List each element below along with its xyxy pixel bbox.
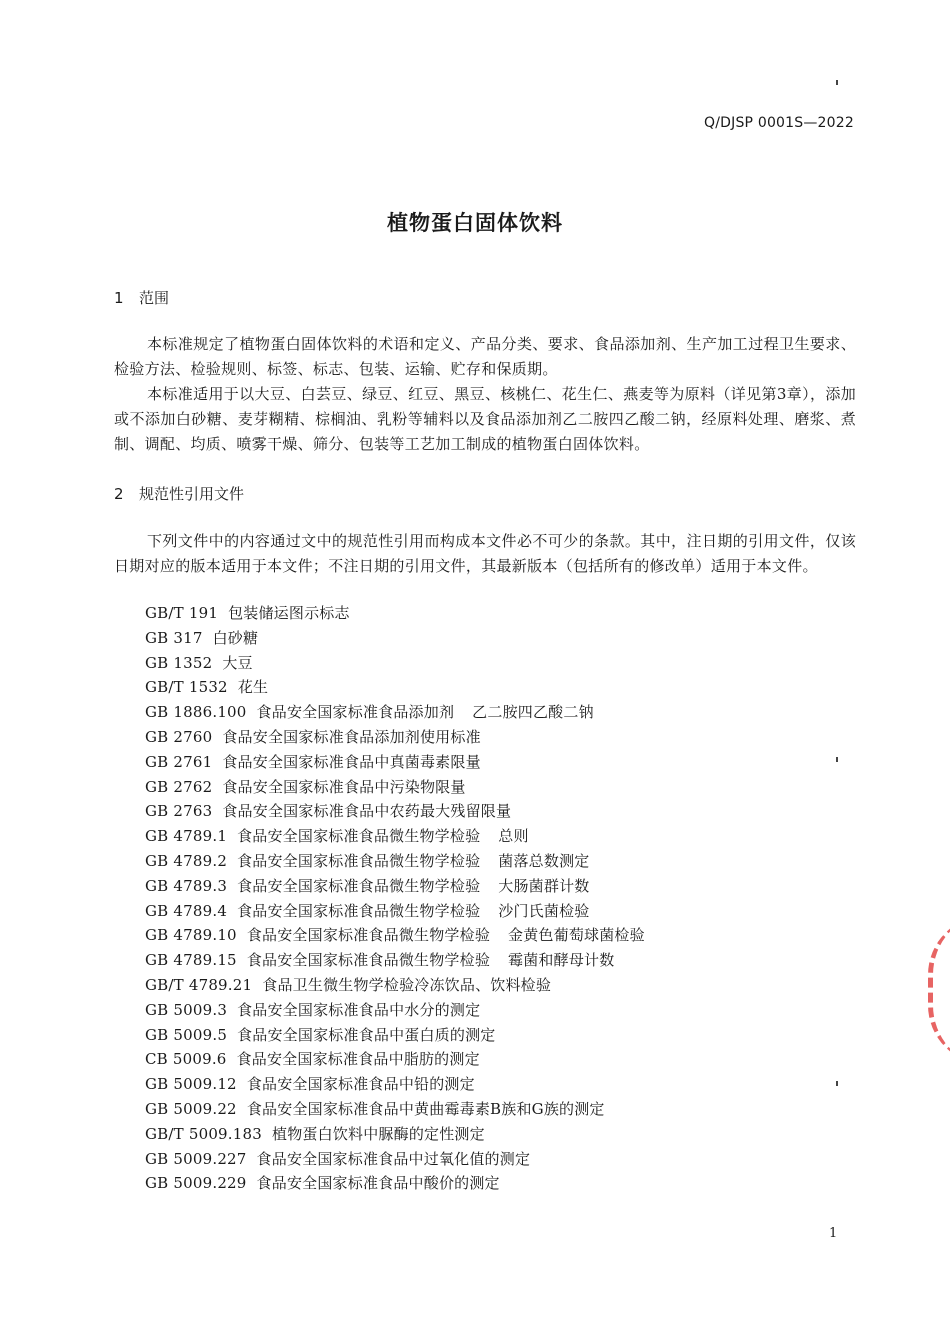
section-2-title: 规范性引用文件 [139,485,245,503]
reference-title-part: 食品安全国家标准 [237,1000,359,1019]
reference-title-part: 花生 [237,678,269,697]
section-1-number: 1 [114,289,124,307]
reference-code: GB 1886.100 [145,703,247,722]
reference-title-part: 食品安全国家标准 [236,1050,359,1069]
reference-code: GB 4789.2 [145,851,228,870]
reference-item [145,998,663,1023]
reference-title-part: 食品卫生微生物学检验 [262,975,415,994]
reference-title-part: 食品安全国家标准 [222,752,344,771]
reference-title-part: 食品安全国家标准 [237,901,359,920]
reference-code: GB 2763 [145,802,213,821]
reference-title-part: 沙门氏菌检验 [498,901,590,920]
reference-title-part: 食品中过氧化值的测定 [378,1149,531,1168]
reference-item [145,923,663,948]
reference-code: GB/T 1532 [145,678,228,697]
reference-code: GB 4789.1 [145,827,228,846]
reference-item [145,775,663,800]
reference-title-part: 食品安全国家标准 [246,1099,369,1118]
section-2-intro: 下列文件中的内容通过文中的规范性引用而构成本文件必不可少的条款。其中，注日期的引用文件，仅该日期对应的版本适用于本文件；不注日期的引用文件，其最新版本（包括所有的修改单）适用于本文件。 [114,532,856,575]
reference-title-part: 食品安全国家标准 [222,802,344,821]
reference-title-part: 食品中污染物限量 [343,777,466,796]
reference-title-part: 包装储运图示标志 [228,604,350,622]
reference-title-part: 食品微生物学检验 [358,827,481,846]
reference-item [145,973,663,998]
section-1-paragraph-2: 本标准适用于以大豆、白芸豆、绿豆、红豆、黑豆、核桃仁、花生仁、燕麦等为原料（详见第3章），添加或不添加白砂糖、麦芽糊精、棕榈油、乳粉等辅料以及食品添加剂乙二胺四乙酸二钠，经原料处理、磨浆、煮制、调配、均质、喷雾干燥、筛分、包装等工艺加工制成的植物蛋白固体饮料。 [114,385,856,453]
reference-title-part: 食品安全国家标准 [237,1025,359,1044]
reference-item [145,948,663,973]
reference-item [145,1122,663,1147]
section-2-number: 2 [114,485,124,503]
reference-code: GB 5009.22 [145,1099,237,1118]
reference-title-part: 食品中黄曲霉毒素B族和G族的测定 [368,1099,605,1118]
reference-code: GB 4789.10 [145,926,237,945]
reference-title-part: 金黄色葡萄球菌检验 [508,926,645,945]
reference-title-part: 食品中脂肪的测定 [358,1050,480,1069]
reference-item [145,799,663,824]
page-number: 1 [829,1226,838,1241]
reference-title-part: 食品安全国家标准 [222,777,344,796]
reference-title-part: 食品添加剂使用标准 [343,727,481,746]
section-2-heading [114,483,244,504]
reference-title-part: 食品安全国家标准 [256,703,379,722]
reference-item [145,1147,663,1172]
section-1-title: 范围 [139,289,170,307]
reference-code: GB 4789.4 [145,901,228,920]
reference-title-part: 霉菌和酵母计数 [508,951,615,970]
reference-code: GB 4789.3 [145,876,228,895]
reference-title-part: 食品安全国家标准 [237,851,359,870]
reference-title-part: 食品中酸价的测定 [378,1174,500,1193]
reference-code: GB/T 191 [145,604,219,622]
reference-item [145,750,663,775]
section-1-paragraph-1: 本标准规定了植物蛋白固体饮料的术语和定义、产品分类、要求、食品添加剂、生产加工过程卫生要求、检验方法、检验规则、标签、标志、包装、运输、贮存和保质期。 [114,335,856,378]
reference-title-part: 食品中真菌毒素限量 [343,752,481,771]
reference-title-part: 食品微生物学检验 [368,926,491,945]
reference-code: GB 2760 [145,727,213,746]
reference-code: GB 2762 [145,777,213,796]
reference-code: GB 5009.12 [145,1075,237,1094]
reference-code: GB 1352 [145,653,213,672]
reference-item [145,651,663,676]
reference-code: GB 5009.3 [145,1000,228,1019]
reference-title-part: 总则 [498,827,529,846]
reference-title-part: 食品安全国家标准 [237,827,359,846]
red-seal-stamp [928,915,950,1065]
reference-list [145,601,663,1196]
reference-title-part: 食品微生物学检验 [368,951,491,970]
reference-code: GB 317 [145,628,203,647]
reference-item [145,874,663,899]
reference-title-part: 食品微生物学检验 [358,901,481,920]
reference-title-part: 食品中铅的测定 [368,1075,475,1094]
reference-title-part: 食品安全国家标准 [256,1174,379,1193]
standard-code: Q/DJSP 0001S—2022 [704,115,854,131]
reference-title-part: 食品微生物学检验 [358,851,481,870]
scan-speck [836,757,838,762]
reference-title-part: 食品安全国家标准 [222,727,344,746]
reference-item [145,1023,663,1048]
reference-code: GB 5009.227 [145,1149,247,1168]
reference-title-part: 食品安全国家标准 [237,876,359,895]
reference-title-part: 冷冻饮品、饮料检验 [414,975,552,994]
reference-title-part: 菌落总数测定 [498,851,590,870]
reference-item [145,601,663,626]
reference-title-part: 食品微生物学检验 [358,876,481,895]
section-1-heading [114,287,169,308]
reference-item [145,1047,663,1072]
reference-item [145,1097,663,1122]
reference-title-part: 食品安全国家标准 [246,1075,369,1094]
reference-item [145,824,663,849]
reference-code: GB/T 5009.183 [145,1124,263,1143]
reference-title-part: 食品安全国家标准 [246,926,369,945]
document-title: 植物蛋白固体饮料 [387,211,563,235]
reference-title-part: 食品中农药最大残留限量 [343,802,512,821]
reference-item [145,626,663,651]
reference-title-part: 食品安全国家标准 [246,951,369,970]
reference-code: CB 5009.6 [145,1050,227,1069]
reference-item [145,700,663,725]
reference-item [145,1171,663,1196]
reference-code: GB/T 4789.21 [145,975,253,994]
reference-title-part: 植物蛋白饮料中脲酶的定性测定 [272,1124,485,1143]
scan-speck [836,1081,838,1086]
reference-title-part: 食品中蛋白质的测定 [358,1025,496,1044]
reference-title-part: 食品中水分的测定 [358,1000,481,1019]
reference-title-part: 大豆 [222,653,253,672]
reference-title-part: 乙二胺四乙酸二钠 [472,703,594,722]
reference-title-part: 食品安全国家标准 [256,1149,379,1168]
reference-title-part: 食品添加剂 [378,703,455,722]
reference-item [145,675,663,700]
reference-item [145,1072,663,1097]
reference-code: GB 4789.15 [145,951,237,970]
reference-item [145,899,663,924]
reference-code: GB 2761 [145,752,213,771]
reference-title-part: 大肠菌群计数 [498,876,590,895]
reference-title-part: 白砂糖 [212,628,259,647]
reference-code: GB 5009.5 [145,1025,228,1044]
reference-item [145,725,663,750]
reference-item [145,849,663,874]
reference-code: GB 5009.229 [145,1174,247,1193]
scan-speck [836,80,838,85]
